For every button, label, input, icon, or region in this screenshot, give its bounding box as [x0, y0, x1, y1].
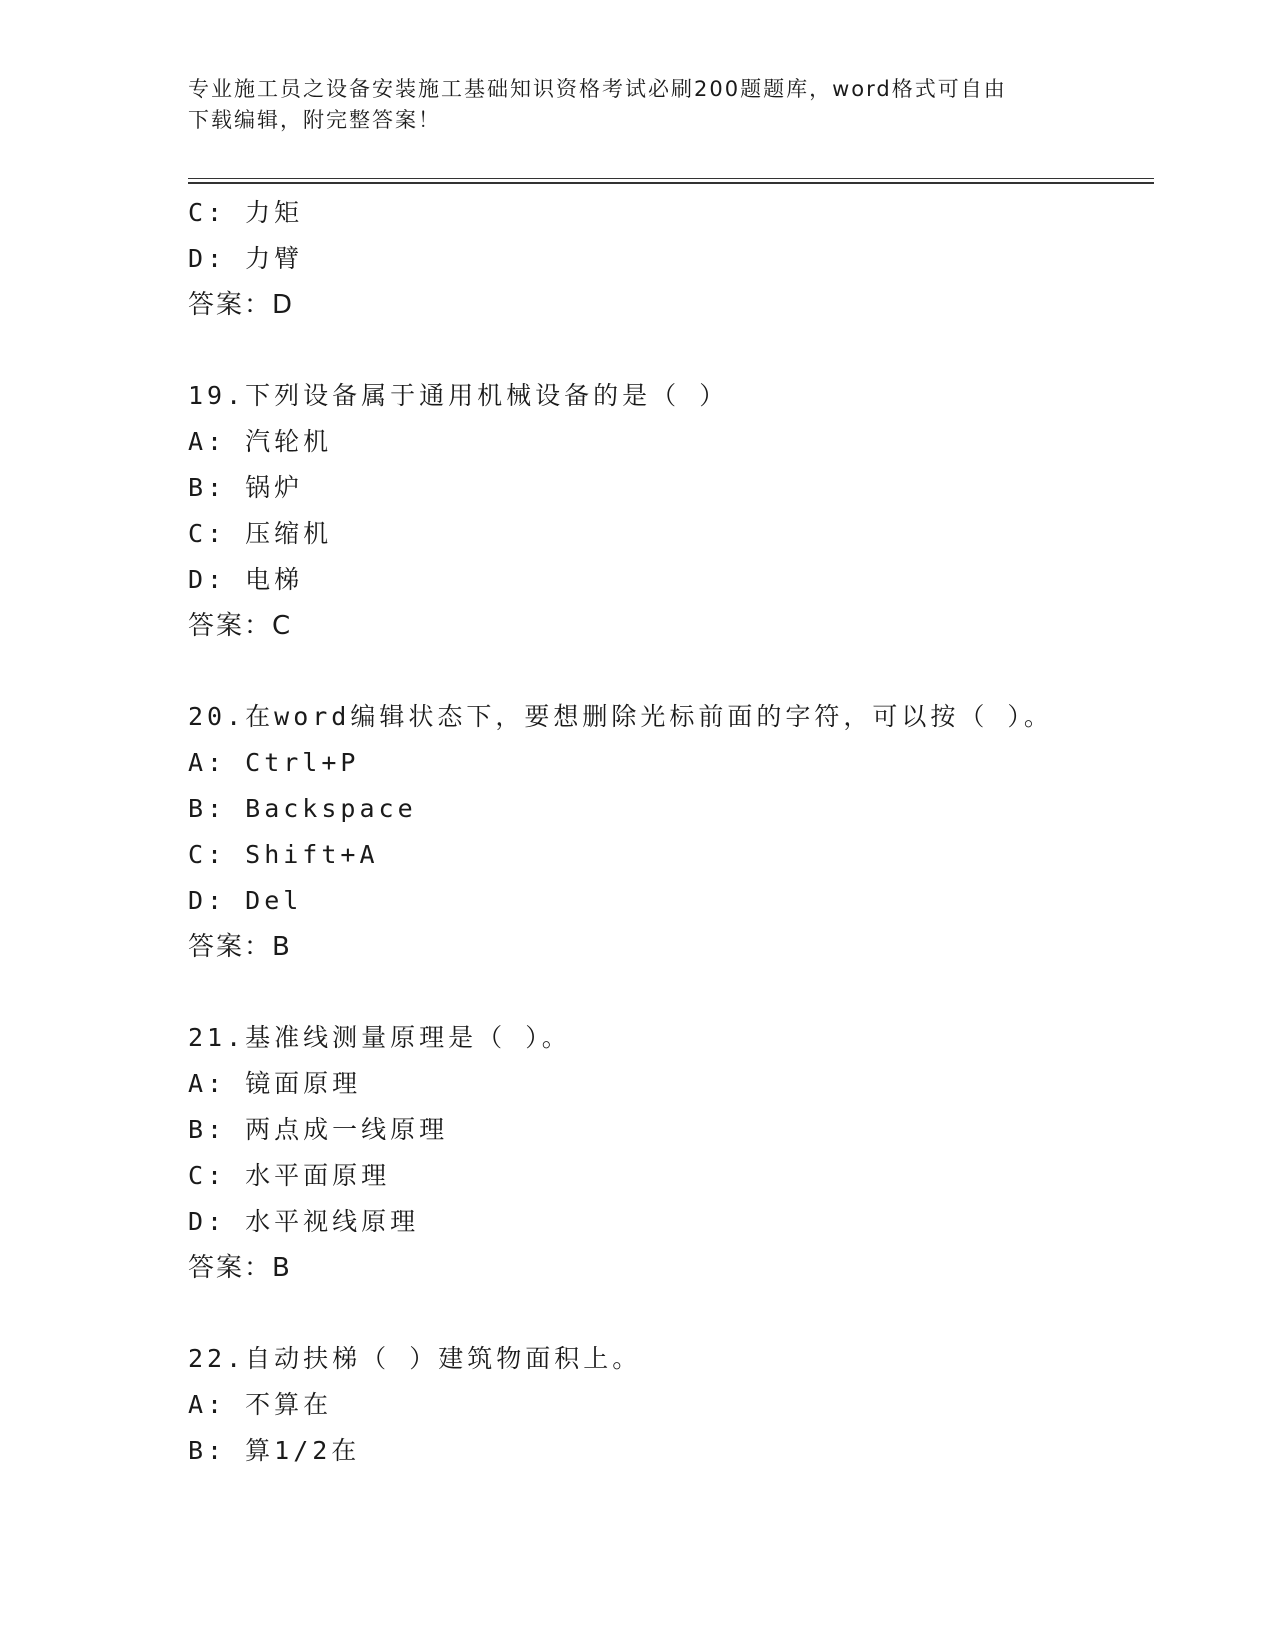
option-a: A: 汽轮机 [188, 427, 333, 456]
option-a: A: Ctrl+P [188, 748, 360, 777]
option-b: B: 两点成一线原理 [188, 1115, 449, 1144]
question-stem: 19.下列设备属于通用机械设备的是（ ） [188, 381, 729, 410]
option-c: C: 压缩机 [188, 519, 333, 548]
answer-line: 答案：C [188, 611, 293, 641]
option-c: C: Shift+A [188, 840, 379, 869]
question-19 [188, 373, 1154, 649]
option-d: D: 力臂 [188, 244, 304, 273]
question-20 [188, 694, 1154, 970]
document-header [188, 74, 1088, 136]
option-b: B: Backspace [188, 794, 417, 823]
answer-line: 答案：B [188, 1253, 292, 1283]
option-d: D: Del [188, 886, 303, 915]
question-22 [188, 1336, 1154, 1474]
header-divider-thick [188, 182, 1154, 184]
spacer [188, 1291, 1154, 1336]
option-a: A: 不算在 [188, 1390, 333, 1419]
answer-line: 答案：B [188, 932, 292, 962]
option-c: C: 水平面原理 [188, 1161, 391, 1190]
answer-line: 答案：D [188, 290, 295, 320]
question-list [188, 190, 1154, 1474]
question-stem: 20.在word编辑状态下，要想删除光标前面的字符，可以按（ ）。 [188, 702, 1053, 731]
question-21 [188, 1015, 1154, 1291]
header-divider-thin [188, 178, 1154, 179]
option-b: B: 锅炉 [188, 473, 304, 502]
option-d: D: 水平视线原理 [188, 1207, 420, 1236]
option-b: B: 算1/2在 [188, 1436, 361, 1465]
spacer [188, 649, 1154, 694]
header-line-1: 专业施工员之设备安装施工基础知识资格考试必刷200题题库，word格式可自由 [188, 77, 1007, 101]
spacer [188, 970, 1154, 1015]
option-a: A: 镜面原理 [188, 1069, 362, 1098]
question-18-continued [188, 190, 1154, 328]
option-c: C: 力矩 [188, 198, 304, 227]
question-stem: 21.基准线测量原理是（ ）。 [188, 1023, 571, 1052]
option-d: D: 电梯 [188, 565, 304, 594]
spacer [188, 328, 1154, 373]
question-stem: 22.自动扶梯（ ）建筑物面积上。 [188, 1344, 642, 1373]
header-line-2: 下载编辑，附完整答案！ [188, 108, 441, 132]
